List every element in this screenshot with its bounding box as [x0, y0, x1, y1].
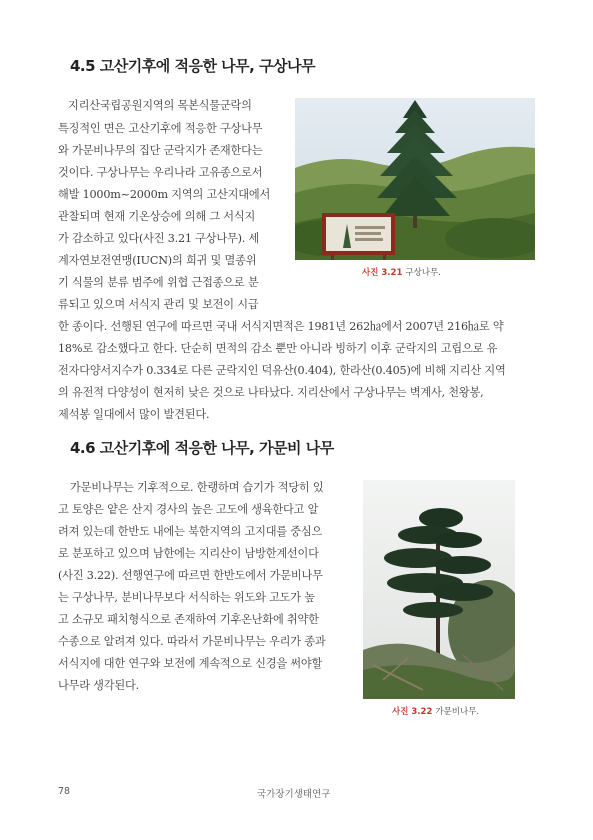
- body-line: (사진 3.22). 선행연구에 따르면 한반도에서 가문비나무: [58, 569, 323, 582]
- section-heading-4-5: 4.5 고산기후에 적응한 나무, 구상나무: [70, 57, 316, 75]
- caption-number: 사진 3.21: [362, 268, 403, 278]
- korean-fir-photo-image: [295, 98, 535, 260]
- body-line: 18%로 감소했다고 한다. 단순히 면적의 감소 뿐만 아니라 빙하기 이후 군락지의 고립으로 유: [58, 342, 498, 355]
- body-line: 고 소규모 패치형식으로 존재하여 기후온난화에 취약한: [58, 613, 319, 626]
- running-footer-title: 국가장기생태연구: [257, 789, 331, 800]
- body-line: 수종으로 알려져 있다. 따라서 가문비나무는 우리가 종과: [58, 635, 326, 648]
- body-line: 한 종이다. 선행된 연구에 따르면 국내 서식지면적은 1981년 262㏊에서 2007년 216㏊로 약: [58, 320, 504, 333]
- body-line: 서식지에 대한 연구와 보전에 계속적으로 신경을 써야할: [58, 657, 323, 670]
- photo-spruce: [363, 480, 515, 699]
- body-line: 계자연보전연맹(IUCN)의 희귀 및 멸종위: [58, 254, 257, 267]
- photo-korean-fir: [295, 98, 535, 260]
- body-line: 것이다. 구상나무는 우리나라 고유종으로서: [58, 166, 263, 179]
- body-line: 려져 있는데 한반도 내에는 북한지역의 고지대를 중심으: [58, 525, 323, 538]
- body-line: 가문비나무는 기후적으로. 한랭하며 습기가 적당히 있: [70, 481, 324, 494]
- body-line: 나무라 생각된다.: [58, 679, 139, 692]
- body-line: 의 유전적 다양성이 현저히 낮은 것으로 나타났다. 지리산에서 구상나무는 벽계사, 천왕봉,: [58, 386, 484, 399]
- body-line: 로 분포하고 있으며 남한에는 지리산이 남방한계선이다: [58, 547, 319, 560]
- caption-text: 구상나무.: [405, 268, 441, 278]
- body-line: 와 가문비나무의 집단 군락지가 존재한다는: [58, 144, 263, 157]
- page-number: 78: [58, 786, 71, 797]
- body-line: 관찰되며 현재 기온상승에 의해 그 서식지: [58, 210, 256, 223]
- photo-caption-3-22: [392, 705, 479, 717]
- body-line: 기 식물의 분류 범주에 위협 근접종으로 분: [58, 276, 259, 289]
- body-line: 제석봉 일대에서 많이 발견된다.: [58, 408, 210, 421]
- body-line: 고 토양은 얕은 산지 경사의 높은 고도에 생육한다고 알: [58, 503, 319, 516]
- body-line: 특징적인 면은 고산기후에 적응한 구상나무: [58, 122, 263, 135]
- body-line: 전자다양서지수가 0.334로 다른 군락지인 덕유산(0.404), 한라산(0.405)에 비해 지리산 지역: [58, 364, 506, 377]
- caption-number: 사진 3.22: [392, 707, 433, 717]
- body-line: 지리산국립공원지역의 목본식물군락의: [68, 99, 252, 112]
- photo-caption-3-21: [362, 266, 441, 278]
- caption-text: 가문비나무.: [435, 707, 480, 717]
- body-line: 는 구상나무, 분비나무보다 서식하는 위도와 고도가 높: [58, 591, 315, 604]
- section-heading-4-6: 4.6 고산기후에 적응한 나무, 가문비 나무: [70, 439, 334, 457]
- body-line: 해발 1000m~2000m 지역의 고산지대에서: [58, 188, 271, 201]
- spruce-photo-image: [363, 480, 515, 699]
- body-line: 가 감소하고 있다(사진 3.21 구상나무). 세: [58, 232, 260, 245]
- body-line: 류되고 있으며 서식지 관리 및 보전이 시급: [58, 298, 259, 311]
